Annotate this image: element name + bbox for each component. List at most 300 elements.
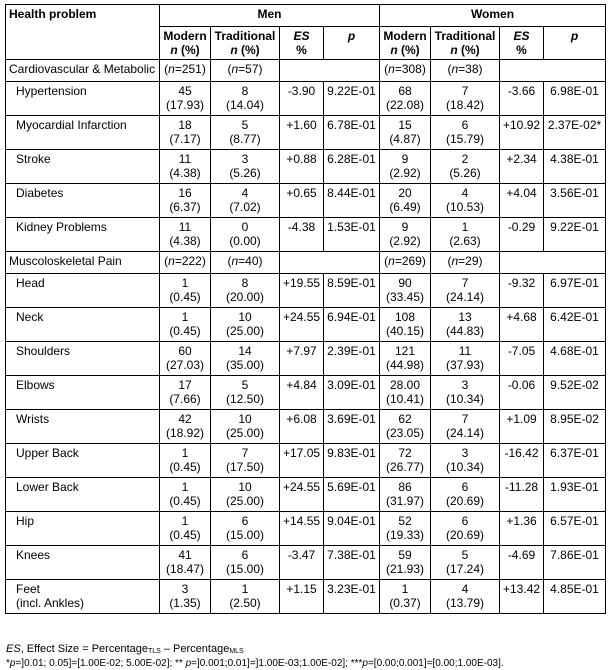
n-percent-label: n (%) — [390, 43, 420, 57]
count: 3 — [181, 582, 189, 596]
percentage: (24.14) — [445, 290, 485, 304]
percentage: (20.69) — [445, 494, 485, 508]
health-problem-name — [6, 546, 160, 580]
table-row — [6, 308, 606, 342]
percentage: (17.50) — [225, 460, 265, 474]
women-modern-cell — [380, 512, 431, 546]
women-traditional-cell — [431, 308, 500, 342]
men-p-cell: 9.04E-01 — [324, 512, 380, 546]
percentage: (7.66) — [169, 392, 201, 406]
percentage: (0.37) — [389, 596, 421, 610]
percentage: (25.00) — [225, 494, 265, 508]
men-modern-cell — [160, 218, 211, 252]
men-es-cell: +6.08 — [280, 410, 324, 444]
count: 6 — [461, 514, 469, 528]
men-es-cell: -4.38 — [280, 218, 324, 252]
modern-label: Modern — [383, 29, 427, 43]
percentage: (10.53) — [445, 200, 485, 214]
n-italic: n — [451, 254, 459, 268]
percentage: (6.49) — [389, 200, 421, 214]
percentage: (15.00) — [225, 528, 265, 542]
men-p-cell: 6.94E-01 — [324, 308, 380, 342]
men-p-cell: 2.39E-01 — [324, 342, 380, 376]
health-problem-name — [6, 376, 160, 410]
women-modern-cell — [380, 150, 431, 184]
percentage: (5.26) — [449, 166, 481, 180]
p-italic: p — [362, 658, 368, 669]
percentage: (33.45) — [385, 290, 425, 304]
percentage: (25.00) — [225, 324, 265, 338]
health-problem-name — [6, 218, 160, 252]
men-es-cell: +7.97 — [280, 342, 324, 376]
count: 18 — [178, 118, 192, 132]
count: 11 — [458, 344, 472, 358]
men-traditional-cell — [211, 82, 280, 116]
women-es-cell: -0.29 — [500, 218, 544, 252]
men-modern-cell — [160, 116, 211, 150]
header-health-problem: Health problem — [6, 5, 160, 60]
men-es-cell: +24.55 — [280, 308, 324, 342]
name-line: Upper Back — [16, 446, 79, 460]
count: 14 — [238, 344, 252, 358]
men-modern-cell — [160, 308, 211, 342]
men-modern-cell — [160, 512, 211, 546]
n-percent-label: n (%) — [170, 43, 200, 57]
women-modern-cell — [380, 444, 431, 478]
women-modern-cell — [380, 342, 431, 376]
women-modern-cell — [380, 82, 431, 116]
women-modern-header — [380, 27, 431, 60]
men-modern-cell — [160, 444, 211, 478]
name-line: Diabetes — [16, 186, 64, 200]
es-unit: % — [296, 43, 307, 57]
women-modern-cell — [380, 116, 431, 150]
women-es-cell: +2.34 — [500, 150, 544, 184]
women-p-cell: 6.97E-01 — [544, 274, 606, 308]
count: 41 — [178, 548, 192, 562]
count: 8 — [241, 276, 249, 290]
women-es-cell: -9.32 — [500, 274, 544, 308]
p-italic: p — [185, 658, 192, 669]
section-name: Cardiovascular & Metabolic — [6, 60, 160, 82]
name-line: Head — [16, 276, 45, 290]
women-traditional-cell — [431, 444, 500, 478]
footnote-text: =]0.001;0.01]=]1.00E-03;1.00E-02]; *** — [191, 658, 363, 669]
women-es-cell: -0.06 — [500, 376, 544, 410]
percentage: (2.50) — [229, 596, 261, 610]
health-problem-name — [6, 184, 160, 218]
women-modern-cell — [380, 410, 431, 444]
men-traditional-cell — [211, 546, 280, 580]
percentage: (17.24) — [445, 562, 485, 576]
women-traditional-cell — [431, 512, 500, 546]
women-es-cell: +4.68 — [500, 308, 544, 342]
women-es-cell: +10.92 — [500, 116, 544, 150]
women-p-cell: 4.68E-01 — [544, 342, 606, 376]
men-p-cell: 8.59E-01 — [324, 274, 380, 308]
es-label: ES — [513, 29, 530, 43]
table-row — [6, 512, 606, 546]
table-row — [6, 410, 606, 444]
women-modern-cell — [380, 218, 431, 252]
health-problem-name — [6, 308, 160, 342]
women-p-cell: 9.52E-02 — [544, 376, 606, 410]
header-men: Men — [160, 5, 380, 27]
percentage: (18.42) — [445, 98, 485, 112]
men-es-cell: +19.55 — [280, 274, 324, 308]
footnote-sub-mls: MLS — [229, 648, 244, 655]
men-modern-cell — [160, 274, 211, 308]
count: 4 — [241, 186, 249, 200]
women-traditional-cell — [431, 580, 500, 614]
men-modern-n: (n=251) — [160, 60, 211, 82]
women-es-cell: -11.28 — [500, 478, 544, 512]
percentage: (18.47) — [165, 562, 205, 576]
percentage: (18.92) — [165, 426, 205, 440]
men-modern-cell — [160, 376, 211, 410]
men-traditional-cell — [211, 342, 280, 376]
men-es-cell: +1.15 — [280, 580, 324, 614]
women-traditional-n: (n=38) — [431, 60, 500, 82]
count: 59 — [398, 548, 412, 562]
count: 1 — [181, 446, 189, 460]
men-p-cell: 9.22E-01 — [324, 82, 380, 116]
women-traditional-cell — [431, 218, 500, 252]
women-traditional-cell — [431, 82, 500, 116]
n-italic: n — [231, 254, 239, 268]
women-traditional-cell — [431, 274, 500, 308]
percentage: (31.97) — [385, 494, 425, 508]
empty-cell — [500, 60, 606, 82]
health-problem-name — [6, 410, 160, 444]
header-row-groups — [6, 5, 606, 27]
n-italic: n — [450, 43, 458, 57]
footnote-es-dash: – Percentage — [160, 643, 230, 655]
percentage: (1.35) — [169, 596, 201, 610]
table-row — [6, 444, 606, 478]
count: 4 — [461, 582, 469, 596]
women-es-cell: -4.69 — [500, 546, 544, 580]
percentage: (25.00) — [225, 426, 265, 440]
name-line: Knees — [16, 548, 51, 562]
name-line: Shoulders — [16, 344, 71, 358]
percentage: (14.04) — [225, 98, 265, 112]
name-line: Elbows — [16, 378, 55, 392]
count: 9 — [401, 152, 409, 166]
table-footnote — [6, 643, 504, 670]
men-p-header — [324, 27, 380, 60]
women-traditional-cell — [431, 150, 500, 184]
percentage: (7.02) — [229, 200, 261, 214]
women-modern-cell — [380, 308, 431, 342]
count: 1 — [181, 310, 189, 324]
count: 10 — [238, 412, 252, 426]
table-row — [6, 580, 606, 614]
percentage: (7.17) — [169, 132, 201, 146]
count: 60 — [178, 344, 192, 358]
men-es-cell: +0.88 — [280, 150, 324, 184]
men-traditional-cell — [211, 218, 280, 252]
women-p-cell: 3.56E-01 — [544, 184, 606, 218]
women-p-cell: 9.22E-01 — [544, 218, 606, 252]
men-p-cell: 6.28E-01 — [324, 150, 380, 184]
n-italic: n — [451, 62, 459, 76]
health-problems-table — [5, 4, 606, 614]
women-es-cell: +1.09 — [500, 410, 544, 444]
p-italic: p — [9, 658, 16, 669]
men-p-cell: 3.23E-01 — [324, 580, 380, 614]
health-problem-name — [6, 82, 160, 116]
men-modern-cell — [160, 184, 211, 218]
women-p-cell: 6.37E-01 — [544, 444, 606, 478]
men-traditional-cell — [211, 410, 280, 444]
count: 4 — [461, 186, 469, 200]
men-traditional-cell — [211, 444, 280, 478]
women-p-cell: 2.37E-02* — [544, 116, 606, 150]
count: 1 — [181, 276, 189, 290]
table-row — [6, 546, 606, 580]
health-problem-name — [6, 444, 160, 478]
women-es-cell: +4.04 — [500, 184, 544, 218]
men-modern-header — [160, 27, 211, 60]
health-problem-name — [6, 150, 160, 184]
men-traditional-cell — [211, 150, 280, 184]
name-line: Kidney Problems — [16, 220, 107, 234]
percentage: (20.00) — [225, 290, 265, 304]
count: 5 — [461, 548, 469, 562]
n-italic: n — [388, 62, 395, 76]
percentage: (12.50) — [225, 392, 265, 406]
n-italic: n — [230, 43, 238, 57]
table-body — [6, 60, 606, 614]
men-traditional-n: (n=40) — [211, 252, 280, 274]
count: 2 — [461, 152, 469, 166]
women-p-cell: 7.86E-01 — [544, 546, 606, 580]
men-traditional-cell — [211, 512, 280, 546]
count: 1 — [181, 514, 189, 528]
percentage: (0.45) — [169, 290, 201, 304]
count: 62 — [398, 412, 412, 426]
n-italic: n — [168, 62, 175, 76]
percentage: (37.93) — [445, 358, 485, 372]
health-problem-name — [6, 478, 160, 512]
n-italic: n — [231, 62, 239, 76]
women-modern-n: (n=308) — [380, 60, 431, 82]
count: 1 — [181, 480, 189, 494]
count: 3 — [461, 378, 469, 392]
count: 45 — [178, 84, 192, 98]
count: 17 — [178, 378, 192, 392]
women-p-cell: 8.95E-02 — [544, 410, 606, 444]
es-unit: % — [516, 43, 527, 57]
n-italic: n — [390, 43, 398, 57]
percentage: (10.34) — [445, 460, 485, 474]
count: 72 — [398, 446, 412, 460]
men-es-cell: +14.55 — [280, 512, 324, 546]
women-p-cell: 4.85E-01 — [544, 580, 606, 614]
women-p-cell: 6.42E-01 — [544, 308, 606, 342]
p-label: p — [570, 29, 579, 43]
section-row — [6, 60, 606, 82]
percentage: (20.69) — [445, 528, 485, 542]
percentage: (19.33) — [385, 528, 425, 542]
men-modern-cell — [160, 342, 211, 376]
percentage: (26.77) — [385, 460, 425, 474]
women-traditional-cell — [431, 342, 500, 376]
men-p-cell: 8.44E-01 — [324, 184, 380, 218]
men-es-cell: +17.05 — [280, 444, 324, 478]
women-modern-cell — [380, 376, 431, 410]
percentage: (27.03) — [165, 358, 205, 372]
traditional-label: Traditional — [434, 29, 496, 43]
count: 6 — [241, 514, 249, 528]
men-traditional-cell — [211, 274, 280, 308]
women-modern-cell — [380, 580, 431, 614]
count: 6 — [461, 118, 469, 132]
empty-cell — [280, 60, 380, 82]
men-es-cell: -3.90 — [280, 82, 324, 116]
men-p-cell: 1.53E-01 — [324, 218, 380, 252]
n-percent-label: n (%) — [230, 43, 260, 57]
count: 6 — [241, 548, 249, 562]
name-line: Wrists — [16, 412, 50, 426]
percentage: (2.92) — [389, 234, 421, 248]
percentage: (0.45) — [169, 494, 201, 508]
count: 3 — [241, 152, 249, 166]
footnote-significance — [6, 658, 504, 670]
women-traditional-cell — [431, 546, 500, 580]
women-p-cell: 6.98E-01 — [544, 82, 606, 116]
men-traditional-cell — [211, 376, 280, 410]
men-modern-cell — [160, 580, 211, 614]
n-italic: n — [388, 254, 395, 268]
table-row — [6, 342, 606, 376]
women-traditional-cell — [431, 116, 500, 150]
count: 15 — [398, 118, 412, 132]
section-row — [6, 252, 606, 274]
percentage: (40.15) — [385, 324, 425, 338]
percentage: (35.00) — [225, 358, 265, 372]
men-traditional-cell — [211, 478, 280, 512]
count: 7 — [461, 412, 469, 426]
name-line: (incl. Ankles) — [16, 596, 85, 610]
percentage: (15.79) — [445, 132, 485, 146]
women-traditional-cell — [431, 184, 500, 218]
percentage: (23.05) — [385, 426, 425, 440]
men-es-cell: +24.55 — [280, 478, 324, 512]
men-es-cell: +4.84 — [280, 376, 324, 410]
footnote-text: =]0.01; 0.05]=[1.00E-02; 5.00E-02]; ** — [15, 658, 186, 669]
n-italic: n — [170, 43, 178, 57]
traditional-label: Traditional — [214, 29, 276, 43]
men-p-cell: 3.69E-01 — [324, 410, 380, 444]
women-traditional-header — [431, 27, 500, 60]
percentage: (10.34) — [445, 392, 485, 406]
men-p-cell: 7.38E-01 — [324, 546, 380, 580]
name-line: Feet — [16, 582, 41, 596]
count: 7 — [461, 276, 469, 290]
percentage: (10.41) — [385, 392, 425, 406]
men-es-header — [280, 27, 324, 60]
women-modern-cell — [380, 478, 431, 512]
percentage: (44.83) — [445, 324, 485, 338]
men-traditional-cell — [211, 308, 280, 342]
men-es-cell: +1.60 — [280, 116, 324, 150]
women-p-cell: 4.38E-01 — [544, 150, 606, 184]
header-women: Women — [380, 5, 606, 27]
men-p-cell: 5.69E-01 — [324, 478, 380, 512]
count: 121 — [394, 344, 416, 358]
percentage: (0.45) — [169, 324, 201, 338]
table-row — [6, 116, 606, 150]
table-row — [6, 82, 606, 116]
health-problem-name — [6, 342, 160, 376]
men-traditional-n: (n=57) — [211, 60, 280, 82]
count: 1 — [401, 582, 409, 596]
health-problem-name — [6, 512, 160, 546]
percentage: (15.00) — [225, 562, 265, 576]
men-p-cell: 6.78E-01 — [324, 116, 380, 150]
percentage: (24.14) — [445, 426, 485, 440]
footnote-es-label: ES — [6, 643, 21, 655]
women-es-cell: -7.05 — [500, 342, 544, 376]
count: 1 — [461, 220, 469, 234]
women-traditional-cell — [431, 410, 500, 444]
women-es-cell: -3.66 — [500, 82, 544, 116]
table-row — [6, 150, 606, 184]
men-modern-cell — [160, 82, 211, 116]
percentage: (5.26) — [229, 166, 261, 180]
footnote-es-text: , Effect Size = Percentage — [20, 643, 148, 655]
percentage: (8.77) — [229, 132, 261, 146]
men-es-cell: -3.47 — [280, 546, 324, 580]
count: 7 — [241, 446, 249, 460]
men-modern-cell — [160, 410, 211, 444]
count: 20 — [398, 186, 412, 200]
percentage: (0.45) — [169, 460, 201, 474]
count: 10 — [238, 310, 252, 324]
count: 108 — [394, 310, 416, 324]
health-problem-name — [6, 580, 160, 614]
name-line: Hip — [16, 514, 35, 528]
men-traditional-header — [211, 27, 280, 60]
women-modern-cell — [380, 546, 431, 580]
percentage: (4.38) — [169, 166, 201, 180]
name-line: Neck — [16, 310, 44, 324]
percentage: (22.08) — [385, 98, 425, 112]
men-modern-cell — [160, 478, 211, 512]
count: 5 — [241, 118, 249, 132]
percentage: (0.45) — [169, 528, 201, 542]
percentage: (4.38) — [169, 234, 201, 248]
men-modern-n: (n=222) — [160, 252, 211, 274]
name-line: Myocardial Infarction — [16, 118, 127, 132]
name-line: Stroke — [16, 152, 51, 166]
men-traditional-cell — [211, 184, 280, 218]
women-traditional-cell — [431, 376, 500, 410]
empty-cell — [500, 252, 606, 274]
percentage: (13.79) — [445, 596, 485, 610]
women-p-cell: 1.93E-01 — [544, 478, 606, 512]
count: 11 — [178, 152, 192, 166]
count: 7 — [461, 84, 469, 98]
count: 11 — [178, 220, 192, 234]
women-es-cell: -16.42 — [500, 444, 544, 478]
count: 68 — [398, 84, 412, 98]
men-traditional-cell — [211, 116, 280, 150]
count: 86 — [398, 480, 412, 494]
p-label: p — [347, 29, 356, 43]
